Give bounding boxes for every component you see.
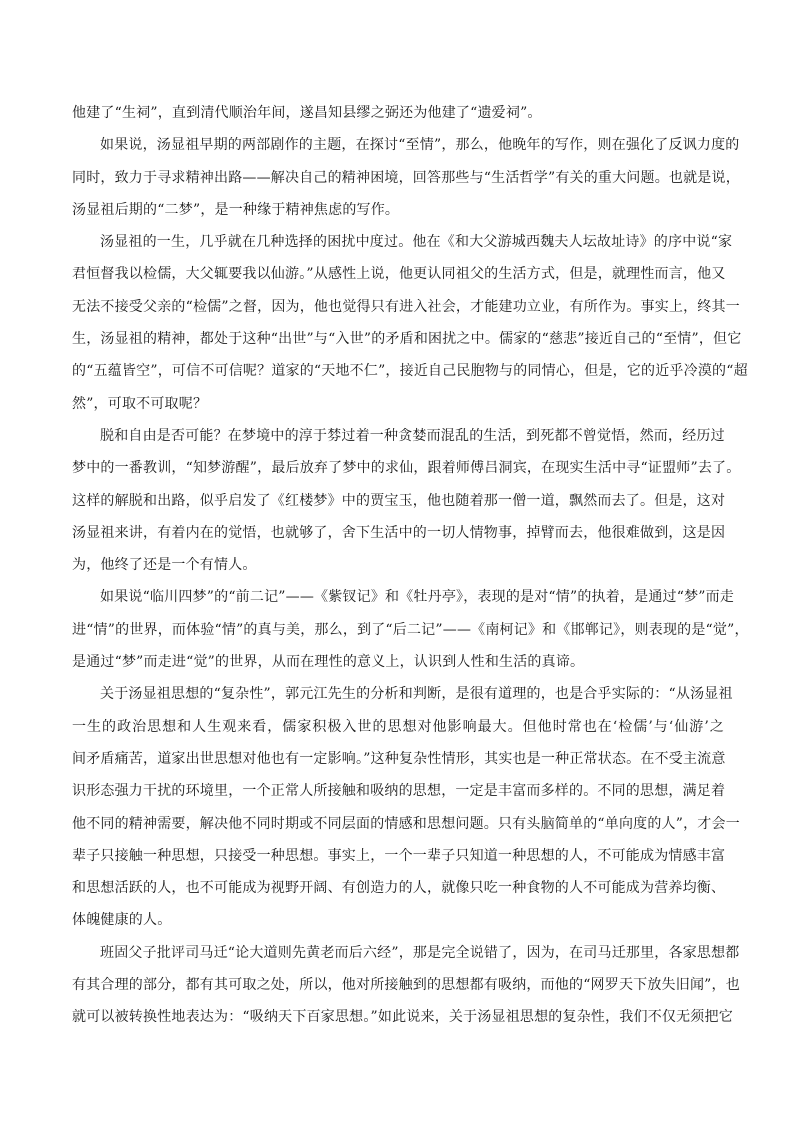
paragraph xyxy=(72,129,740,226)
paragraph xyxy=(72,420,741,581)
text-line: 班固父子批评司马迁“论大道则先黄老而后六经”，那是完全说错了，因为，在司马迁那里，各家思想都 xyxy=(100,944,740,961)
text-line: 一生的政治思想和人生观来看，儒家积极入世的思想对他影响最大。但他时常也在‘检儒’与‘仙游’之 xyxy=(72,718,724,735)
paragraph xyxy=(72,97,724,129)
text-line: 和思想活跃的人，也不可能成为视野开阔、有创造力的人，就像只吃一种食物的人不可能成为营养均衡、 xyxy=(72,880,726,897)
text-line: 汤显祖的一生，几乎就在几种选择的困扰中度过。他在《和大父游城西魏夫人坛故址诗》的序中说“家 xyxy=(100,234,733,251)
text-line: 间矛盾痛苦，道家出世思想对他也有一定影响。”这种复杂性情形，其实也是一种正常状态。在不受主流意 xyxy=(72,750,726,767)
paragraph xyxy=(72,581,749,678)
text-line: 辈子只接触一种思想，只接受一种思想。事实上，一个一辈子只知道一种思想的人，不可能成为情感丰富 xyxy=(72,847,726,864)
paragraph xyxy=(72,226,748,420)
text-line: 无法不接受父亲的“检儒”之督，因为，他也觉得只有进入社会，才能建功立业，有所作为。事实上，终其一 xyxy=(72,298,740,315)
text-line: 关于汤显祖思想的“复杂性”，郭元江先生的分析和判断，是很有道理的，也是合乎实际的：“从汤显祖 xyxy=(100,686,733,703)
text-line: 脱和自由是否可能？在梦境中的淳于棼过着一种贪婪而混乱的生活，到死都不曾觉悟，然而，经历过 xyxy=(100,427,725,444)
text-line: 体魄健康的人。 xyxy=(72,912,172,929)
document-body xyxy=(72,97,749,1034)
text-line: 识形态强力干扰的环境里，一个正常人所接触和吸纳的思想，一定是丰富而多样的。不同的思想，满足着 xyxy=(72,783,726,800)
text-line: 汤显祖后期的“二梦”，是一种缘于精神焦虑的写作。 xyxy=(72,201,400,218)
text-line: 的“五蕴皆空”，可信不可信呢？道家的“天地不仁”，接近自己民胞物与的同情心，但是，它的近乎冷漠的“超 xyxy=(72,363,748,380)
text-line: 进“情”的世界，而体验“情”的真与美，那么，到了“后二记”——《南柯记》和《邯郸记》，则表现的是“觉”， xyxy=(72,621,749,638)
text-line: 生，汤显祖的精神，都处于这种“出世”与“入世”的矛盾和困扰之中。儒家的“慈悲”接近自己的“至情”，但它 xyxy=(72,331,742,348)
text-line: 如果说，汤显祖早期的两部剧作的主题，在探讨“至情”，那么，他晚年的写作，则在强化了反讽力度的 xyxy=(100,137,740,154)
text-line: 汤显祖来讲，有着内在的觉悟，也就够了，舍下生活中的一切人情物事，掉臂而去，他很难做到，这是因 xyxy=(72,524,726,541)
text-line: 就可以被转换性地表达为：“吸纳天下百家思想。”如此说来，关于汤显祖思想的复杂性，我们不仅无须把它 xyxy=(72,1009,733,1026)
text-line: 是通过“梦”而走进“觉”的世界，从而在理性的意义上，认识到人性和生活的真谛。 xyxy=(72,654,585,671)
text-line: 这样的解脱和出路，似乎启发了《红楼梦》中的贾宝玉，他也随着那一僧一道，飘然而去了。但是，这对 xyxy=(72,492,726,509)
text-line: 他不同的精神需要，解决他不同时期或不同层面的情感和思想问题。只有头脑简单的“单向度的人”，才会一 xyxy=(72,815,740,832)
text-line: 他建了“生祠”，直到清代顺治年间，遂昌知县缪之弼还为他建了“遗爱祠”。 xyxy=(72,105,542,121)
text-line: 同时，致力于寻求精神出路——解决自己的精神困境，回答那些与“生活哲学”有关的重大问题。也就是说， xyxy=(72,169,740,186)
text-line: 如果说“临川四梦”的“前二记”——《紫钗记》和《牡丹亭》，表现的是对“情”的执着，是通过“梦”而走 xyxy=(100,589,735,606)
paragraph xyxy=(72,937,740,1034)
text-line: 有其合理的部分，都有其可取之处，所以，他对所接触到的思想都有吸纳，而他的“网罗天下放失旧闻”，也 xyxy=(72,977,740,994)
text-line: 君恒督我以检儒，大父辄要我以仙游。”从感性上说，他更认同祖父的生活方式，但是，就理性而言，他又 xyxy=(72,266,726,283)
text-line: 为，他终了还是一个有情人。 xyxy=(72,557,257,574)
text-line: 然”，可取不可取呢？ xyxy=(72,395,208,412)
text-line: 梦中的一番教训，“知梦游醒”，最后放弃了梦中的求仙，跟着师傅吕洞宾，在现实生活中寻“证盟师”去了。 xyxy=(72,460,741,477)
paragraph xyxy=(72,678,740,936)
